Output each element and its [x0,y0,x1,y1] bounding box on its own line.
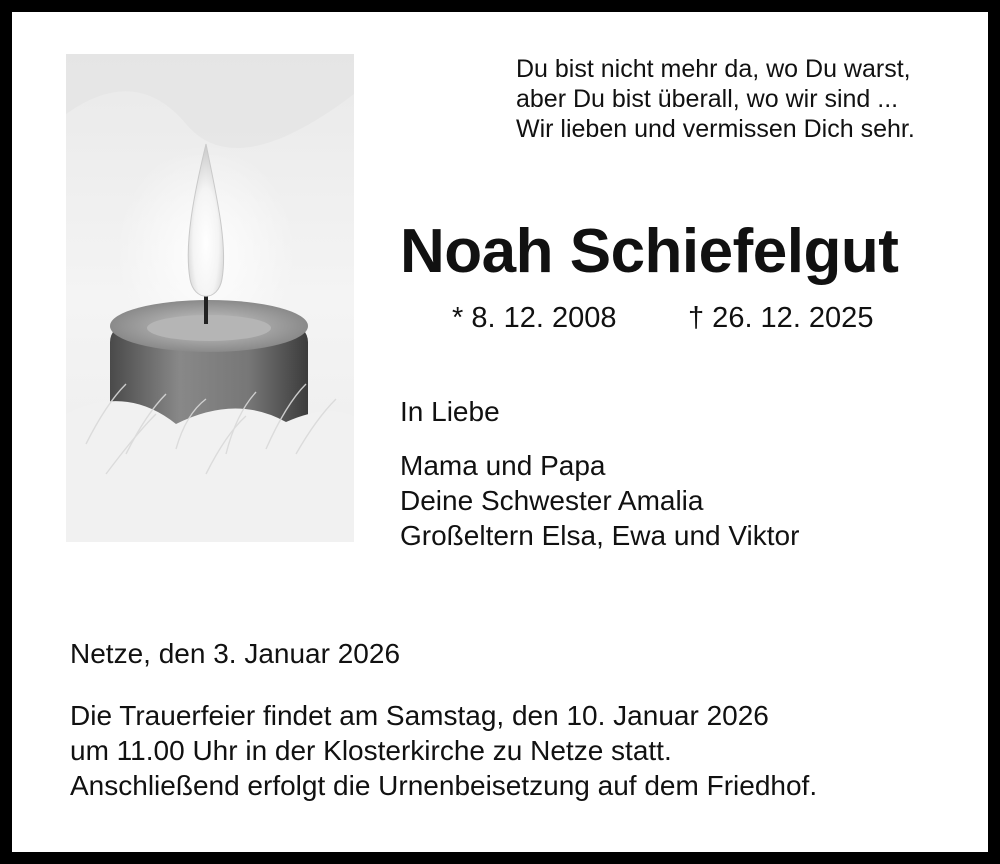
place-date: Netze, den 3. Januar 2026 [70,638,401,669]
quote-line: aber Du bist überall, wo wir sind ... [516,85,899,113]
service-info [70,698,817,803]
birth-date: * 8. 12. 2008 [452,302,617,334]
service-line: Anschließend erfolgt die Urnenbeisetzung auf dem Friedhof. [70,770,818,801]
mourner-line: Deine Schwester Amalia [400,485,704,516]
mourner-line: Mama und Papa [400,450,606,481]
quote-line: Du bist nicht mehr da, wo Du warst, [516,55,911,83]
obituary-card [12,12,988,852]
memorial-quote [516,54,956,144]
candle-image [66,54,354,542]
quote-line: Wir lieben und vermissen Dich sehr. [516,115,915,143]
mourners-list [400,448,799,553]
mourners-intro: In Liebe [400,396,500,427]
service-line: um 11.00 Uhr in der Klosterkirche zu Netze statt. [70,735,672,766]
service-line: Die Trauerfeier findet am Samstag, den 10. Januar 2026 [70,700,769,731]
mourner-line: Großeltern Elsa, Ewa und Viktor [400,520,800,551]
deceased-name: Noah Schiefelgut [400,217,899,286]
death-date: † 26. 12. 2025 [688,302,874,334]
